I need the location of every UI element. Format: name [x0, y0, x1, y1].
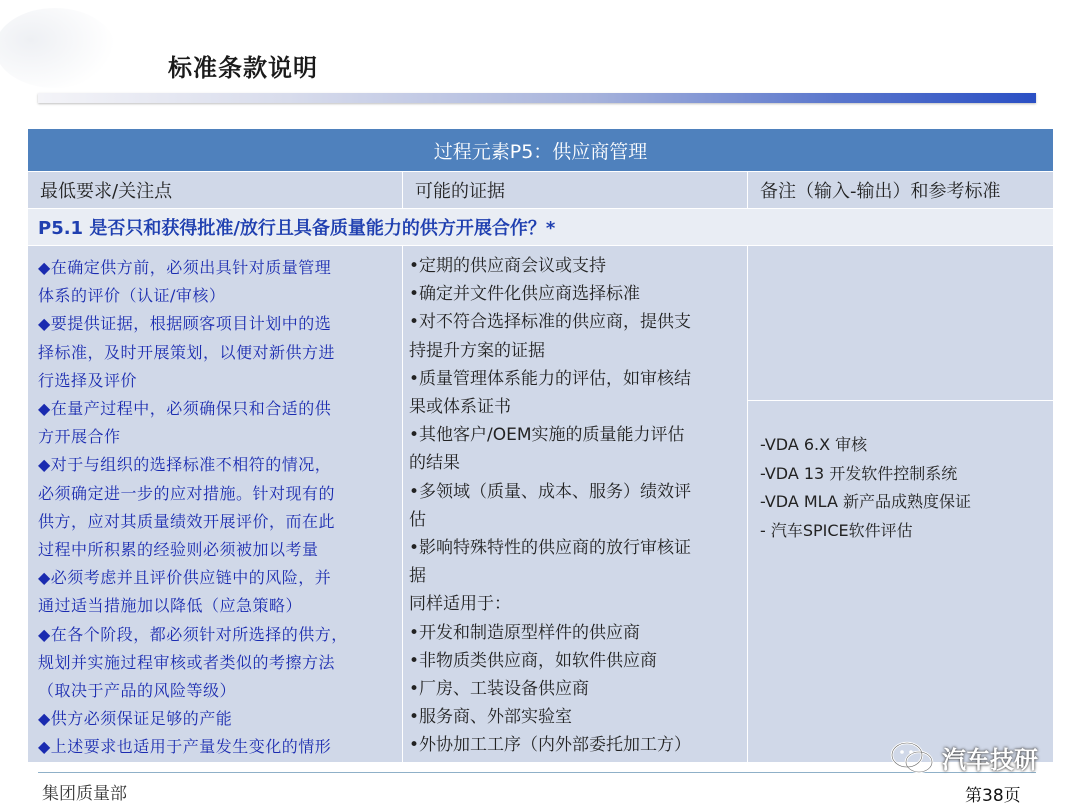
evidence-line: •非物质类供应商，如软件供应商: [409, 650, 658, 671]
question-row: P5.1 是否只和获得批准/放行且具备质量能力的供方开展合作？*: [28, 209, 1054, 246]
standard-table: [27, 128, 1054, 763]
requirement-line: 规划并实施过程审核或者类似的考擦方法: [38, 652, 336, 672]
column-header-requirements: 最低要求/关注点: [28, 172, 403, 209]
requirement-line: ◆对于与组织的选择标准不相符的情况，: [38, 455, 332, 475]
evidence-line: 持提升方案的证据: [409, 340, 545, 361]
requirement-line: ◆要提供证据，根据顾客项目计划中的选: [38, 314, 332, 334]
requirement-line: 必须确定进一步的应对措施。针对现有的: [38, 483, 336, 503]
requirement-line: 通过适当措施加以降低（应急策略）: [38, 596, 303, 616]
note-line: -VDA 13 开发软件控制系统: [760, 463, 958, 483]
requirement-line: 体系的评价（认证/审核）: [38, 286, 226, 306]
requirement-line: ◆必须考虑并且评价供应链中的风险，并: [38, 568, 332, 588]
evidence-line: •定期的供应商会议或支持: [409, 256, 607, 276]
logo-decoration: [0, 0, 150, 96]
evidence-line: •对不符合选择标准的供应商，提供支: [409, 312, 692, 333]
requirement-line: ◆在量产过程中，必须确保只和合适的供: [38, 399, 332, 419]
notes-empty-cell: [748, 246, 1054, 401]
evidence-line: •外协加工工序（内外部委托加工方）: [409, 735, 692, 756]
evidence-line: •开发和制造原型样件的供应商: [409, 622, 641, 643]
evidence-line: •多领域（质量、成本、服务）绩效评: [409, 481, 692, 502]
evidence-line: 据: [409, 566, 426, 587]
note-line: -VDA 6.X 审核: [760, 435, 868, 454]
evidence-line: •质量管理体系能力的评估，如审核结: [409, 368, 692, 389]
requirement-line: ◆在确定供方前，必须出具针对质量管理: [38, 258, 332, 277]
requirement-line: （取决于产品的风险等级）: [38, 681, 237, 701]
title-divider-bar: [38, 93, 1036, 103]
evidence-line: •其他客户/OEM实施的质量能力评估: [409, 425, 685, 446]
evidence-line: •服务商、外部实验室: [409, 707, 573, 728]
requirements-cell: [28, 246, 403, 763]
evidence-cell: [403, 246, 748, 763]
note-line: - 汽车SPICE软件评估: [760, 520, 913, 540]
evidence-line: •确定并文件化供应商选择标准: [409, 284, 641, 305]
requirement-line: 过程中所积累的经验则必须被加以考量: [38, 540, 319, 560]
requirement-line: 行选择及评价: [38, 370, 138, 390]
footer-divider: [38, 772, 1036, 773]
evidence-line: 同样适用于：: [409, 594, 511, 615]
evidence-line: 果或体系证书: [409, 397, 511, 418]
watermark-text: 汽车技研: [942, 746, 1038, 774]
note-line: -VDA MLA 新产品成熟度保证: [760, 492, 971, 511]
requirement-line: ◆上述要求也适用于产量发生变化的情形: [38, 737, 332, 757]
watermark: [890, 740, 1038, 775]
wechat-icon: [890, 741, 934, 775]
column-header-notes: 备注（输入-输出）和参考标准: [748, 172, 1054, 209]
table-header: 过程元素P5：供应商管理: [28, 129, 1054, 172]
requirement-line: 供方，应对其质量绩效开展评价，而在此: [38, 511, 336, 531]
requirement-line: ◆供方必须保证足够的产能: [38, 709, 233, 729]
requirement-line: ◆在各个阶段，都必须针对所选择的供方，: [38, 624, 348, 644]
evidence-line: •影响特殊特性的供应商的放行审核证: [409, 538, 692, 559]
footer-department: 集团质量部: [42, 784, 127, 804]
requirement-line: 择标准，及时开展策划，以便对新供方进: [38, 342, 336, 362]
page-number: 第38页: [965, 786, 1021, 806]
evidence-line: •厂房、工装设备供应商: [409, 679, 590, 700]
column-header-evidence: 可能的证据: [403, 172, 748, 209]
requirement-line: 方开展合作: [38, 427, 121, 447]
page-title: 标准条款说明: [168, 54, 318, 82]
evidence-line: 估: [409, 509, 426, 530]
notes-cell: [748, 401, 1054, 763]
evidence-line: 的结果: [409, 453, 460, 474]
